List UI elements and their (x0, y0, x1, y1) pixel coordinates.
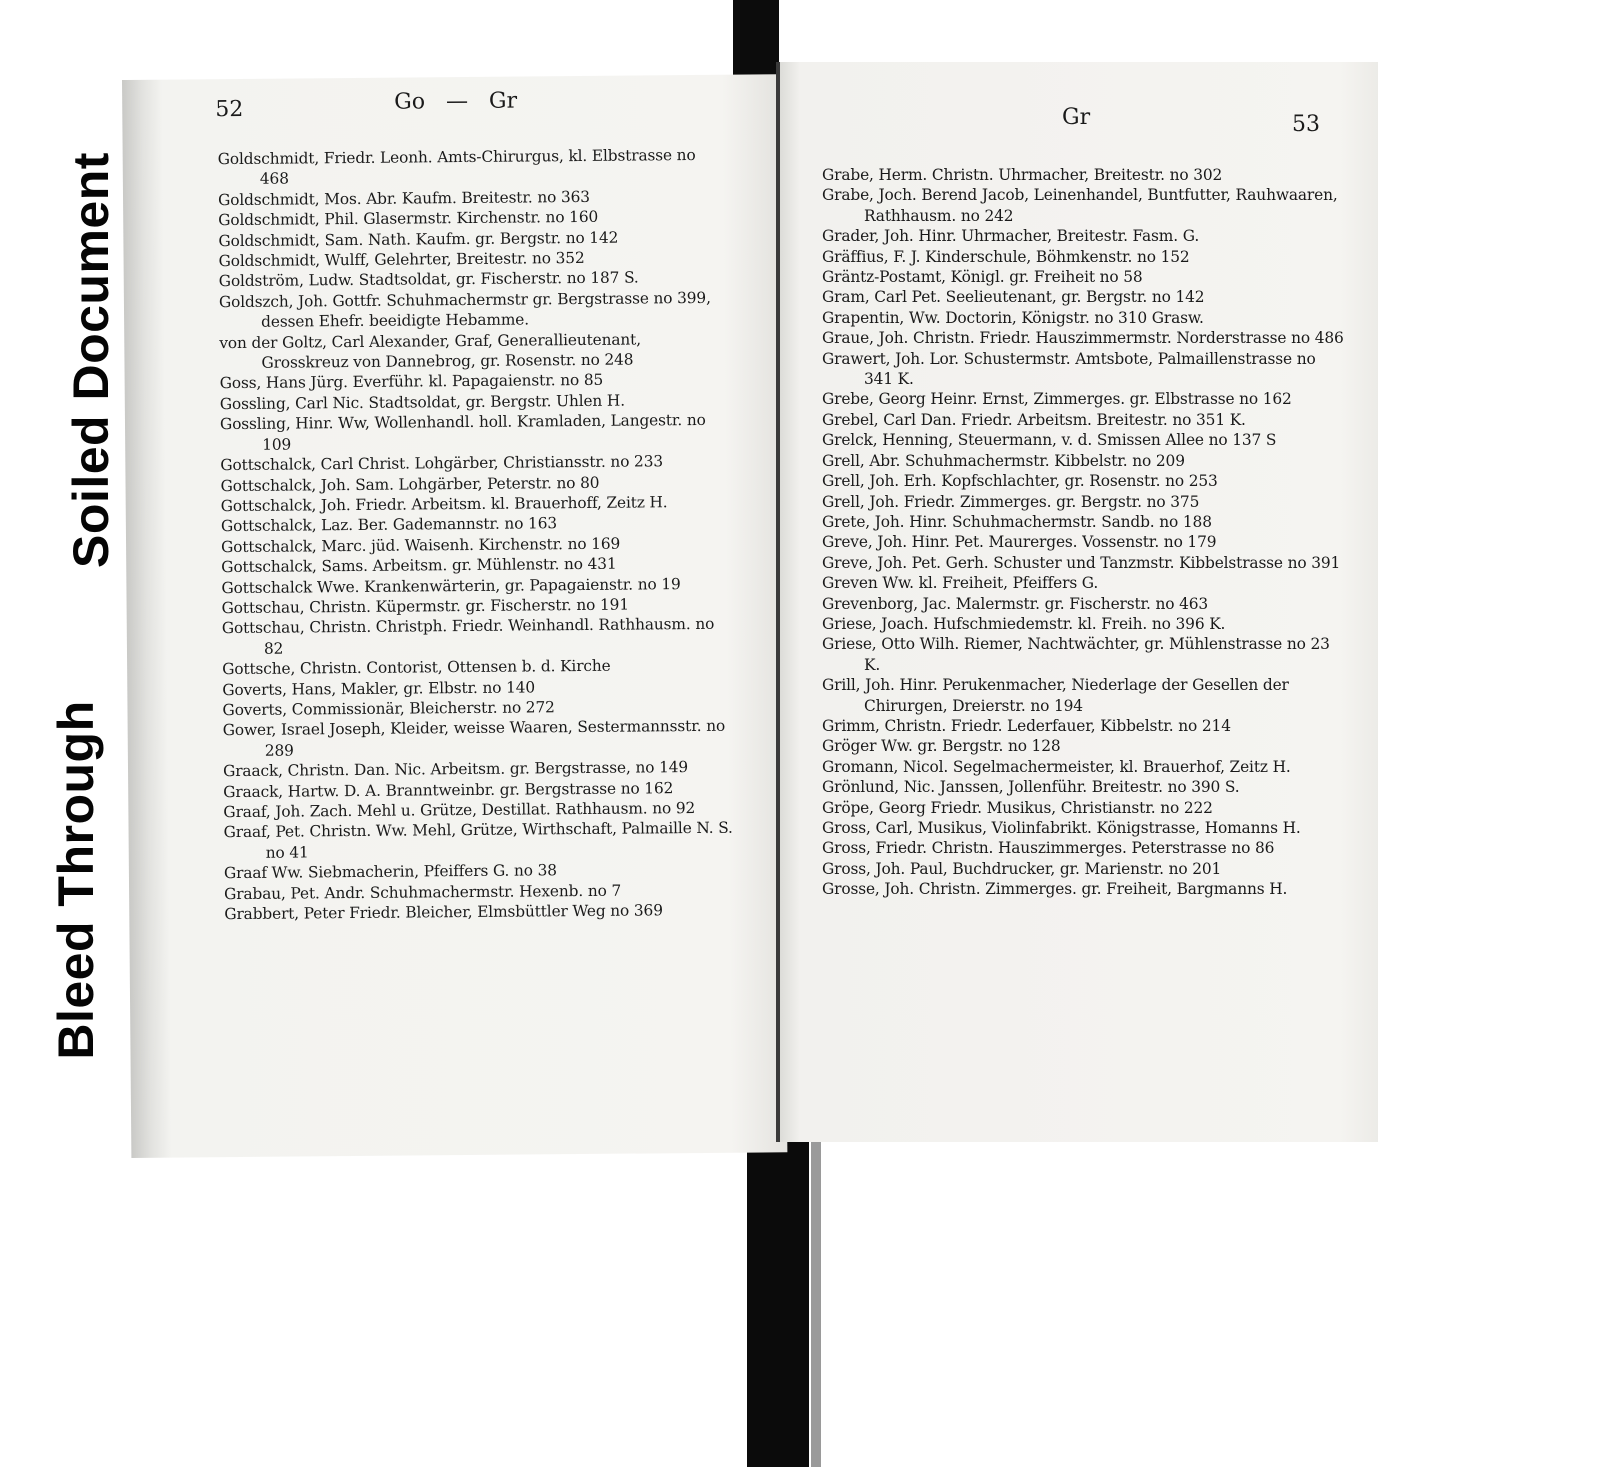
directory-entry: Gottschalck, Joh. Friedr. Arbeitsm. kl. Brauerhoff, Zeitz H. (220, 493, 668, 516)
directory-entry: Goldschmidt, Friedr. Leonh. Amts-Chirurgus, kl. Elbstrasse no 468 (217, 145, 696, 189)
directory-entry: Gossling, Carl Nic. Stadtsoldat, gr. Bergstr. Uhlen H. (219, 391, 625, 414)
directory-entry: Goldschmidt, Mos. Abr. Kaufm. Breitestr. no 363 (217, 187, 590, 209)
directory-entry: Gottschalck, Marc. jüd. Waisenh. Kirchenstr. no 169 (220, 534, 621, 556)
left-page (122, 74, 787, 1158)
directory-entry: Gottschau, Christn. Christph. Friedr. Weinhandl. Rathhausm. no 82 (221, 615, 715, 658)
directory-entry: Goldström, Ludw. Stadtsoldat, gr. Fischerstr. no 187 S. (218, 268, 639, 291)
directory-entry: Graaf, Pet. Christn. Ww. Mehl, Grütze, Wirthschaft, Palmaille N. S. no 41 (223, 819, 733, 862)
directory-entry: Gower, Israel Joseph, Kleider, weisse Waaren, Sestermannsstr. no 289 (222, 717, 726, 760)
directory-entry: Grabe, Joch. Berend Jacob, Leinenhandel, Buntfutter, Rauhwaaren, Rathhausm. no 242 (822, 186, 1338, 225)
directory-entry: Goverts, Commissionär, Bleicherstr. no 272 (222, 698, 555, 720)
directory-entry: Gräntz-Postamt, Königl. gr. Freiheit no 58 (822, 268, 1143, 287)
left-page-header: Go — Gr (394, 88, 518, 115)
directory-entry: Grawert, Joh. Lor. Schustermstr. Amtsbote, Palmaillenstrasse no 341 K. (822, 349, 1316, 389)
bleed-through-text: Bleed Through (48, 700, 104, 1060)
directory-entry: Gräffius, F. J. Kinderschule, Böhmkenstr. no 152 (822, 247, 1190, 266)
right-page-header: Gr (1062, 105, 1091, 130)
directory-entry: Grell, Joh. Erh. Kopfschlachter, gr. Rosenstr. no 253 (822, 472, 1218, 491)
directory-entry: Grönlund, Nic. Janssen, Jollenführ. Breitestr. no 390 S. (822, 778, 1240, 797)
directory-entry: Gottschalck Wwe. Krankenwärterin, gr. Papagaienstr. no 19 (221, 574, 681, 597)
directory-entry: Gross, Carl, Musikus, Violinfabrikt. Königstrasse, Homanns H. (822, 819, 1301, 837)
directory-entry: Grell, Abr. Schuhmachermstr. Kibbelstr. no 209 (822, 451, 1185, 470)
directory-entry: Gröpe, Georg Friedr. Musikus, Christianstr. no 222 (822, 798, 1213, 817)
right-page-number: 53 (1292, 112, 1320, 137)
directory-entry: Grevenborg, Jac. Malermstr. gr. Fischerstr. no 463 (822, 594, 1209, 613)
bleed-through-label (20, 640, 132, 1120)
directory-entry: Griese, Otto Wilh. Riemer, Nachtwächter, gr. Mühlenstrasse no 23 K. (822, 635, 1330, 674)
left-page-number: 52 (215, 96, 244, 123)
binding-strip-bottom (747, 1142, 809, 1467)
directory-entry: Gram, Carl Pet. Seelieutenant, gr. Bergstr. no 142 (822, 288, 1205, 307)
directory-entry: Goss, Hans Jürg. Everführ. kl. Papagaienstr. no 85 (219, 371, 604, 393)
directory-entry: von der Goltz, Carl Alexander, Graf, Generallieutenant, Grosskreuz von Dannebrog, gr. Rosenstr. no 248 (219, 330, 641, 372)
right-entry-list (822, 165, 1347, 900)
directory-entry: Grebel, Carl Dan. Friedr. Arbeitsm. Breitestr. no 351 K. (822, 410, 1246, 429)
directory-entry: Gross, Friedr. Christn. Hauszimmerges. Peterstrasse no 86 (822, 839, 1275, 858)
right-page (780, 62, 1378, 1142)
directory-entry: Grete, Joh. Hinr. Schuhmachermstr. Sandb. no 188 (822, 512, 1212, 531)
directory-entry: Graack, Hartw. D. A. Branntweinbr. gr. Bergstrasse no 162 (223, 778, 674, 801)
directory-entry: Grapentin, Ww. Doctorin, Königstr. no 310 Grasw. (822, 308, 1204, 327)
directory-entry: Griese, Joach. Hufschmiedemstr. kl. Freih. no 396 K. (822, 614, 1226, 633)
directory-entry: Grebe, Georg Heinr. Ernst, Zimmerges. gr. Elbstrasse no 162 (822, 390, 1292, 409)
directory-entry: Greven Ww. kl. Freiheit, Pfeiffers G. (822, 574, 1099, 593)
directory-entry: Gröger Ww. gr. Bergstr. no 128 (822, 737, 1061, 756)
directory-entry: Grabbert, Peter Friedr. Bleicher, Elmsbüttler Weg no 369 (224, 901, 663, 924)
directory-entry: Graaf Ww. Siebmacherin, Pfeiffers G. no 38 (223, 861, 557, 883)
directory-entry: Gottschalck, Joh. Sam. Lohgärber, Peterstr. no 80 (220, 473, 600, 495)
directory-entry: Grelck, Henning, Steuermann, v. d. Smissen Allee no 137 S (822, 431, 1277, 450)
directory-entry: Goldszch, Joh. Gottfr. Schuhmachermstr gr. Bergstrasse no 399, dessen Ehefr. beeidigte Hebamme. (218, 288, 711, 332)
directory-entry: Gottschalck, Laz. Ber. Gademannstr. no 163 (220, 514, 558, 536)
directory-entry: Grill, Joh. Hinr. Perukenmacher, Niederlage der Gesellen der Chirurgen, Dreierstr. no 194 (822, 676, 1289, 715)
directory-entry: Gottsche, Christn. Contorist, Ottensen b. d. Kirche (222, 656, 611, 679)
directory-entry: Graue, Joh. Christn. Friedr. Hauszimmermstr. Norderstrasse no 486 (822, 329, 1344, 348)
directory-entry: Graack, Christn. Dan. Nic. Arbeitsm. gr. Bergstrasse, no 149 (222, 758, 689, 781)
directory-entry: Gossling, Hinr. Ww, Wollenhandl. holl. Kramladen, Langestr. no 109 (219, 411, 706, 454)
directory-entry: Grabau, Pet. Andr. Schuhmachermstr. Hexenb. no 7 (224, 881, 622, 903)
directory-entry: Goldschmidt, Wulff, Gelehrter, Breitestr. no 352 (218, 249, 585, 271)
directory-entry: Goldschmidt, Sam. Nath. Kaufm. gr. Bergstr. no 142 (218, 228, 619, 250)
soiled-document-label (50, 80, 132, 640)
directory-entry: Grosse, Joh. Christn. Zimmerges. gr. Freiheit, Bargmanns H. (822, 880, 1288, 899)
directory-entry: Greve, Joh. Pet. Gerh. Schuster und Tanzmstr. Kibbelstrasse no 391 (822, 553, 1341, 572)
soiled-document-text: Soiled Document (63, 152, 119, 568)
directory-entry: Goverts, Hans, Makler, gr. Elbstr. no 140 (222, 677, 536, 699)
directory-entry: Gottschalck, Carl Christ. Lohgärber, Christiansstr. no 233 (220, 452, 664, 475)
directory-entry: Grimm, Christn. Friedr. Lederfauer, Kibbelstr. no 214 (822, 716, 1231, 735)
directory-entry: Grabe, Herm. Christn. Uhrmacher, Breitestr. no 302 (822, 166, 1223, 184)
directory-entry: Gross, Joh. Paul, Buchdrucker, gr. Marienstr. no 201 (822, 859, 1222, 878)
left-entry-list (218, 145, 735, 925)
directory-entry: Goldschmidt, Phil. Glasermstr. Kirchenstr. no 160 (218, 208, 599, 230)
directory-entry: Greve, Joh. Hinr. Pet. Maurerges. Vossenstr. no 179 (822, 533, 1217, 552)
directory-entry: Graaf, Joh. Zach. Mehl u. Grütze, Destillat. Rathhausm. no 92 (223, 799, 696, 822)
directory-entry: Gromann, Nicol. Segelmachermeister, kl. Brauerhof, Zeitz H. (822, 757, 1291, 776)
directory-entry: Grader, Joh. Hinr. Uhrmacher, Breitestr. Fasm. G. (822, 227, 1200, 246)
directory-entry: Grell, Joh. Friedr. Zimmerges. gr. Bergstr. no 375 (822, 492, 1200, 511)
directory-entry: Gottschau, Christn. Küpermstr. gr. Fischerstr. no 191 (221, 595, 630, 618)
directory-entry: Gottschalck, Sams. Arbeitsm. gr. Mühlenstr. no 431 (221, 554, 617, 577)
